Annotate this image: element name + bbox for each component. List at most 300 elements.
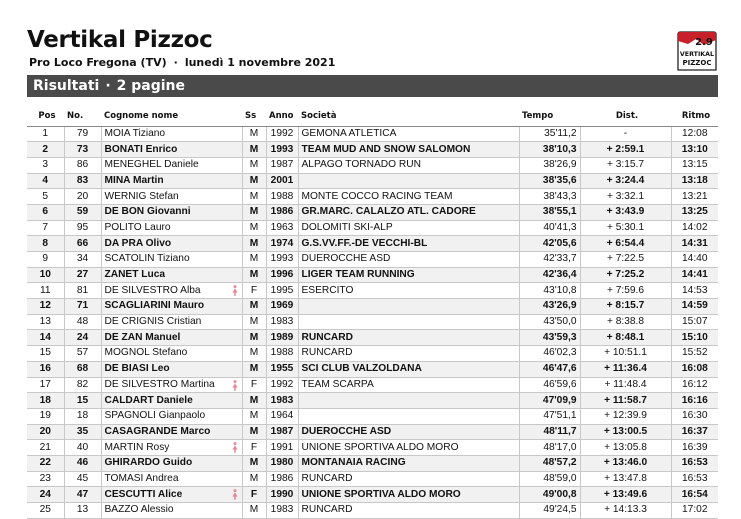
cell-year-text: 2001 [270,174,294,186]
cell-name-text: DE BIASI Leo [104,363,170,375]
cell-dist [580,440,671,456]
cell-pace [671,157,718,173]
cell-pace [671,503,718,519]
cell-dist-text: + 14:13.3 [604,504,647,516]
cell-dist-text: + 8:15.7 [606,300,645,312]
cell-bib-text: 20 [76,190,89,202]
cell-name-text: ZANET Luca [104,269,166,281]
column-header-year: Anno [266,107,298,126]
cell-sex-text: M [249,394,259,406]
cell-name-text: MENEGHEL Daniele [104,159,199,171]
cell-name [101,142,242,158]
cell-pace-text: 14:02 [682,221,708,233]
cell-year-text: 1974 [270,237,294,249]
cell-pos-text: 6 [42,206,49,218]
cell-sex [242,330,266,346]
cell-time [519,408,580,424]
cell-dist-text: + 7:25.2 [606,269,645,281]
cell-time-text: 47'09,9 [542,394,577,406]
cell-pace [671,283,718,299]
cell-pos-text: 4 [42,174,49,186]
column-header-pace: Ritmo [671,107,718,126]
cell-name [101,330,242,346]
cell-dist-text: + 13:47.8 [604,472,647,484]
banner-separator: · [105,78,111,94]
table-row [27,455,718,471]
cell-name-text: DA PRA Olivo [104,237,172,249]
cell-year-text: 1993 [270,143,294,155]
cell-dist-text: + 13:46.0 [603,457,648,469]
cell-club [298,503,519,519]
cell-year-text: 1969 [270,300,294,312]
table-row [27,220,718,236]
cell-dist [580,330,671,346]
cell-dist [580,361,671,377]
cell-dist [580,126,671,142]
cell-bib [64,173,101,189]
cell-time [519,236,580,252]
cell-pace [671,142,718,158]
cell-sex-text: M [249,127,259,139]
cell-year-text: 1992 [270,378,294,390]
cell-time-text: 46'47,6 [542,363,577,375]
cell-pos [27,377,64,393]
vertikal-pizzoc-logo [676,30,718,72]
cell-time-text: 48'59,0 [543,472,577,484]
cell-year [266,361,298,377]
cell-pos [27,314,64,330]
table-row [27,236,718,252]
cell-pace-text: 16:16 [681,394,708,406]
cell-sex-text: F [250,488,258,500]
cell-club [298,314,519,330]
female-icon [232,489,238,500]
cell-pace-text: 15:10 [681,331,708,343]
cell-sex-text: M [249,190,259,202]
cell-year [266,142,298,158]
cell-pace-text: 14:53 [682,284,708,296]
cell-pace [671,189,718,205]
cell-club-text: LIGER TEAM RUNNING [301,269,415,281]
cell-time [519,189,580,205]
cell-sex [242,126,266,142]
cell-sex-text: F [250,441,258,453]
cell-sex [242,408,266,424]
cell-dist-text: - [623,127,628,139]
cell-sex-text: M [249,143,259,155]
cell-dist [580,189,671,205]
cell-sex-text: F [250,284,258,296]
cell-year [266,393,298,409]
cell-dist-text: + 10:51.1 [604,347,647,359]
cell-name-text: BAZZO Alessio [104,504,174,516]
cell-sex-text: M [249,363,259,375]
cell-sex [242,314,266,330]
table-row [27,283,718,299]
cell-club-text: RUNCARD [301,504,353,516]
table-row [27,189,718,205]
cell-club [298,361,519,377]
cell-bib-text: 13 [76,504,89,516]
logo-line1: VERTIKAL [679,51,715,58]
cell-sex-text: M [249,269,259,281]
cell-pace [671,126,718,142]
column-header-time: Tempo [519,107,580,126]
cell-name [101,346,242,362]
cell-club [298,283,519,299]
cell-time [519,377,580,393]
cell-time-text: 38'55,1 [542,206,577,218]
cell-club-text: UNIONE SPORTIVA ALDO MORO [301,488,461,500]
cell-pace [671,377,718,393]
female-icon [232,380,238,391]
cell-bib-text: 40 [76,441,89,453]
cell-pace [671,252,718,268]
cell-year [266,252,298,268]
cell-bib [64,252,101,268]
cell-year-text: 1988 [270,190,294,202]
cell-club [298,220,519,236]
cell-time [519,455,580,471]
cell-pos-text: 19 [39,410,51,422]
table-row [27,173,718,189]
cell-sex-text: M [249,410,259,422]
column-header-name: Cognome nome [101,107,242,126]
cell-pos [27,503,64,519]
cell-year-text: 1991 [270,441,294,453]
cell-year-text: 1987 [270,159,294,171]
cell-year-text: 1987 [270,425,294,437]
cell-pace-text: 14:41 [681,269,708,281]
cell-club [298,440,519,456]
cell-name-text: BONATI Enrico [104,143,178,155]
cell-pos [27,471,64,487]
cell-time-text: 38'35,6 [542,174,577,186]
column-header-no: No. [64,107,101,126]
cell-sex-text: M [249,221,259,233]
cell-sex-text: M [249,300,259,312]
cell-time [519,220,580,236]
cell-bib-text: 81 [76,284,89,296]
cell-dist-text: + 2:59.1 [606,143,645,155]
cell-dist [580,408,671,424]
cell-bib [64,267,101,283]
cell-year-text: 1995 [270,284,294,296]
cell-dist [580,204,671,220]
cell-time [519,126,580,142]
female-icon [232,285,238,296]
cell-club [298,189,519,205]
cell-pace-text: 13:10 [681,143,708,155]
cell-time [519,440,580,456]
table-row [27,377,718,393]
cell-club-text: RUNCARD [301,331,353,343]
cell-name [101,408,242,424]
cell-pace [671,236,718,252]
cell-bib [64,393,101,409]
cell-club [298,487,519,503]
cell-name-text: SCATOLIN Tiziano [104,253,190,265]
cell-pace [671,408,718,424]
table-row [27,330,718,346]
cell-pace-text: 17:02 [682,504,708,516]
cell-pace-text: 16:12 [682,378,708,390]
cell-year [266,267,298,283]
cell-bib [64,220,101,236]
cell-pos-text: 14 [39,331,51,343]
cell-name-text: WERNIG Stefan [104,190,179,202]
cell-name [101,126,242,142]
cell-sex [242,471,266,487]
cell-time [519,330,580,346]
cell-club [298,424,519,440]
cell-pos-text: 20 [39,425,51,437]
cell-sex [242,299,266,315]
cell-club-text: GR.MARC. CALALZO ATL. CADORE [301,206,476,218]
table-row [27,299,718,315]
cell-sex [242,361,266,377]
cell-dist-text: + 11:36.4 [604,363,647,375]
cell-time [519,157,580,173]
cell-time [519,267,580,283]
cell-club [298,455,519,471]
cell-pace [671,455,718,471]
cell-time-text: 49'24,5 [543,504,577,516]
cell-dist [580,471,671,487]
cell-year-text: 1955 [270,363,294,375]
cell-bib [64,471,101,487]
cell-club [298,252,519,268]
cell-name-text: DE BON Giovanni [104,206,191,218]
cell-bib-text: 15 [76,394,89,406]
cell-bib [64,142,101,158]
event-subtitle [29,56,335,69]
cell-club [298,471,519,487]
cell-bib [64,157,101,173]
cell-pace [671,487,718,503]
cell-sex [242,252,266,268]
cell-name [101,455,242,471]
table-row [27,252,718,268]
cell-sex-text: M [249,159,259,171]
cell-bib-text: 73 [76,143,89,155]
cell-time [519,204,580,220]
cell-club-text: RUNCARD [301,472,353,484]
cell-sex-text: M [249,331,259,343]
cell-pace-text: 15:07 [682,316,708,328]
cell-pos-text: 3 [42,159,49,171]
cell-dist-text: + 11:48.4 [604,378,647,390]
table-row [27,267,718,283]
cell-bib [64,283,101,299]
logo-number: 2.9 [695,37,713,48]
cell-bib [64,377,101,393]
cell-pace [671,361,718,377]
cell-time-text: 48'17,0 [543,441,577,453]
cell-dist-text: + 13:05.8 [604,441,647,453]
cell-bib [64,236,101,252]
cell-pos-text: 17 [39,378,51,390]
cell-club [298,346,519,362]
cell-club-text: TEAM MUD AND SNOW SALOMON [301,143,471,155]
cell-sex-text: M [249,457,259,469]
cell-pos [27,455,64,471]
cell-time-text: 43'50,0 [543,316,577,328]
cell-year [266,173,298,189]
cell-time [519,393,580,409]
results-banner [27,75,718,97]
cell-name [101,220,242,236]
cell-time-text: 42'05,6 [542,237,577,249]
cell-pace-text: 16:53 [681,457,708,469]
cell-sex [242,424,266,440]
cell-year-text: 1980 [270,457,294,469]
cell-name-text: DE SILVESTRO Alba [104,284,201,296]
table-row [27,440,718,456]
cell-pos [27,157,64,173]
cell-name [101,157,242,173]
cell-time [519,173,580,189]
cell-pace [671,299,718,315]
cell-bib-text: 83 [76,174,89,186]
cell-pos-text: 15 [39,347,51,359]
cell-pace-text: 16:37 [681,425,708,437]
cell-name-text: TOMASI Andrea [104,472,179,484]
cell-bib [64,299,101,315]
cell-year-text: 1964 [270,410,294,422]
cell-time-text: 43'26,9 [542,300,577,312]
cell-bib [64,314,101,330]
cell-bib-text: 86 [76,159,89,171]
table-row [27,503,718,519]
cell-pos-text: 21 [39,441,51,453]
cell-sex [242,267,266,283]
cell-pos-text: 25 [39,504,51,516]
cell-year [266,503,298,519]
cell-pace-text: 16:30 [682,410,708,422]
cell-pos [27,487,64,503]
cell-club [298,204,519,220]
cell-year [266,330,298,346]
female-icon [232,442,238,453]
cell-year-text: 1983 [270,504,294,516]
cell-time [519,503,580,519]
cell-pos-text: 9 [42,253,49,265]
cell-club [298,408,519,424]
cell-name-text: MOGNOL Stefano [104,347,188,359]
cell-pace-text: 14:40 [682,253,708,265]
cell-dist [580,283,671,299]
cell-bib-text: 45 [76,472,89,484]
table-row [27,471,718,487]
cell-year-text: 1963 [270,221,294,233]
cell-name [101,503,242,519]
cell-club [298,142,519,158]
cell-dist [580,487,671,503]
cell-dist-text: + 3:43.9 [606,206,645,218]
cell-name [101,173,242,189]
cell-dist [580,173,671,189]
cell-dist [580,377,671,393]
cell-pace-text: 13:21 [682,190,708,202]
cell-year-text: 1992 [270,127,294,139]
cell-sex [242,455,266,471]
subtitle-separator: · [173,56,178,69]
cell-year-text: 1988 [270,347,294,359]
cell-dist-text: + 3:24.4 [606,174,645,186]
cell-club-text: ESERCITO [301,284,354,296]
cell-pos-text: 23 [39,472,51,484]
cell-sex [242,157,266,173]
cell-pos-text: 5 [42,190,49,202]
cell-club [298,126,519,142]
cell-name-text: MOIA Tiziano [104,127,166,139]
logo-line2: PIZZOC [682,59,712,67]
cell-pace [671,440,718,456]
cell-pos [27,283,64,299]
cell-club-text: MONTE COCCO RACING TEAM [301,190,453,202]
cell-pos [27,236,64,252]
cell-pace [671,267,718,283]
cell-pos [27,126,64,142]
cell-pace-text: 14:31 [681,237,708,249]
cell-year-text: 1983 [270,394,294,406]
cell-name [101,471,242,487]
cell-time [519,471,580,487]
table-row [27,393,718,409]
cell-time-text: 46'02,3 [543,347,577,359]
cell-year [266,236,298,252]
cell-pos [27,361,64,377]
table-header-row [27,107,718,126]
cell-bib-text: 24 [76,331,89,343]
cell-pos-text: 8 [42,237,49,249]
cell-year-text: 1989 [270,331,294,343]
cell-bib-text: 18 [76,410,89,422]
cell-year-text: 1986 [270,206,294,218]
cell-club [298,157,519,173]
cell-year [266,283,298,299]
cell-club-text: MONTANAIA RACING [301,457,406,469]
table-row [27,424,718,440]
cell-pos [27,267,64,283]
cell-bib [64,126,101,142]
table-row [27,126,718,142]
cell-name [101,393,242,409]
cell-bib [64,408,101,424]
cell-name [101,267,242,283]
cell-name-text: MINA Martin [104,174,164,186]
cell-time [519,346,580,362]
cell-time [519,361,580,377]
cell-dist-text: + 5:30.1 [606,221,645,233]
cell-sex [242,393,266,409]
cell-time-text: 38'43,3 [543,190,577,202]
cell-pos-text: 13 [39,316,51,328]
cell-name-text: MARTIN Rosy [104,441,170,453]
cell-year-text: 1986 [270,472,294,484]
cell-time-text: 43'10,8 [543,284,577,296]
cell-club-text: TEAM SCARPA [301,378,374,390]
cell-pace [671,471,718,487]
cell-bib-text: 66 [76,237,89,249]
cell-bib-text: 34 [76,253,89,265]
cell-club-text: DUEROCCHE ASD [301,425,392,437]
cell-time-text: 38'10,3 [542,143,577,155]
cell-bib-text: 59 [76,206,89,218]
cell-sex-text: F [250,378,258,390]
page-title: Vertikal Pizzoc [27,27,213,53]
